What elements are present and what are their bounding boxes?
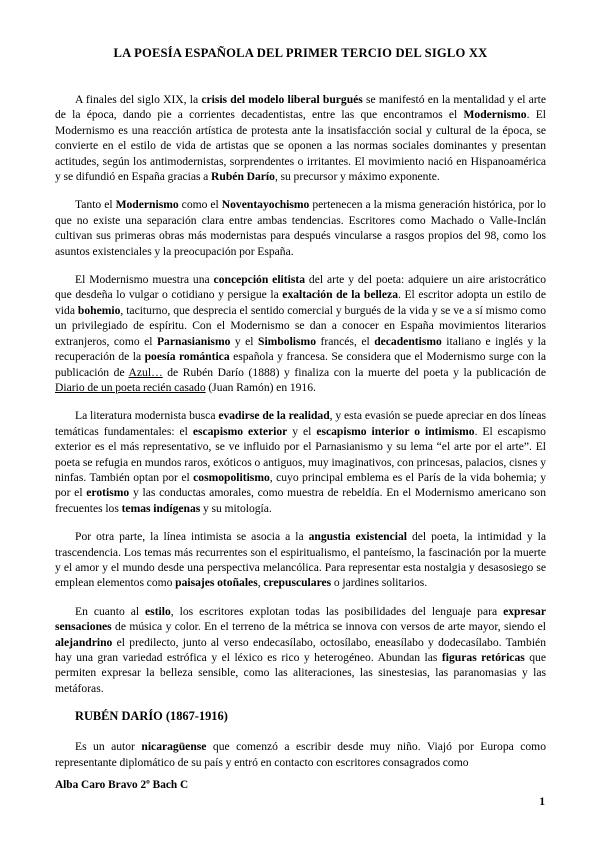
paragraph: Tanto el Modernismo como el Noventayochismo pertenecen a la misma generación histórica, por lo que no existe una separación clara entre ambas tendencias. Escritores como Machado o Valle-Inclán cultivan sus primeras obras más modernistas para después vincularse a rasgos propios del 98, como los asuntos existenciales y la preocupación por España.: [55, 198, 546, 258]
document-title: LA POESÍA ESPAÑOLA DEL PRIMER TERCIO DEL SIGLO XX: [113, 46, 488, 60]
paragraph: Por otra parte, la línea intimista se asocia a la angustia existencial del poeta, la intimidad y la trascendencia. Los temas más recurrentes son el espiritualismo, el panteísmo, la fascinación por la muerte y el amor y el mundo desde una perspectiva melancólica. Para representar esta nostalgia y desasosiego se emplean elementos como paisajes otoñales, crepusculares o jardines solitarios.: [55, 530, 546, 590]
page-number: 1: [539, 795, 545, 808]
section-heading-ruben-dario: RUBÉN DARÍO (1867-1916): [75, 709, 228, 724]
paragraph: La literatura modernista busca evadirse de la realidad, y esta evasión se puede apreciar en dos líneas temáticas fundamentales: el escapismo exterior y el escapismo interior o intimismo. El escapismo exterior es el más representativo, se ve influido por el Parnasianismo y su lema “el arte por el arte”. El poeta se refugia en mundos raros, exóticos o antiguos, muy imaginativos, con princesas, palacios, cisnes y ninfas. También optan por el cosmopolitismo, cuyo principal emblema es el París de la vida bohemia; y por el erotismo y las conductas amorales, como muestra de rebeldía. En el Modernismo americano son frecuentes los temas indígenas y su mitología.: [55, 409, 546, 515]
paragraph: A finales del siglo XIX, la crisis del modelo liberal burgués se manifestó en la mentalidad y el arte de la época, dando pie a corrientes decadentistas, entre las que encontramos el Modernismo. El Modernismo es una reacción artística de protesta ante la insatisfacción social y cultural de la época, se convierte en el estilo de vida de artistas que se oponen a las normas sociales dominantes y presentan actitudes, según los antimodernistas, sorprendentes o irritantes. El movimiento nació en Hispanoamérica y se difundió en España gracias a Rubén Darío, su precursor y máximo exponente.: [55, 93, 547, 184]
footer-author-line: Alba Caro Bravo 2º Bach C: [55, 779, 189, 791]
paragraph: El Modernismo muestra una concepción elitista del arte y del poeta: adquiere un aire aristocrático que desdeña lo vulgar o cotidiano y persigue la exaltación de la belleza. El escritor adopta un estilo de vida bohemio, taciturno, que desprecia el sentido comercial y burgués de la vida y se ve a sí mismo como un privilegiado de espíritu. Con el Modernismo se dan a conocer en España movimientos literarios extranjeros, como el Parnasianismo y el Simbolismo francés, el decadentismo italiano e inglés y la recuperación de la poesía romántica española y francesa. Se considera que el Modernismo surge con la publicación de Azul… de Rubén Darío (1888) y finaliza con la muerte del poeta y la publicación de Diario de un poeta recién casado (Juan Ramón) en 1916.: [55, 273, 546, 394]
paragraph: En cuanto al estilo, los escritores explotan todas las posibilidades del lenguaje para expresar sensaciones de música y color. En el terreno de la métrica se innova con versos de arte mayor, siendo el alejandrino el predilecto, junto al verso endecasílabo, octosílabo, eneasílabo y dodecasílabo. También hay una gran variedad estrófica y el léxico es rico y heterogéneo. Abundan las figuras retóricas que permiten expresar la belleza sensible, como las aliteraciones, las sinestesias, las paranomasias y las metáforas.: [55, 604, 546, 695]
paragraph: Es un autor nicaragüense que comenzó a escribir desde muy niño. Viajó por Europa como representante diplomático de su país y entró en contacto con escritores consagrados como: [55, 740, 546, 769]
